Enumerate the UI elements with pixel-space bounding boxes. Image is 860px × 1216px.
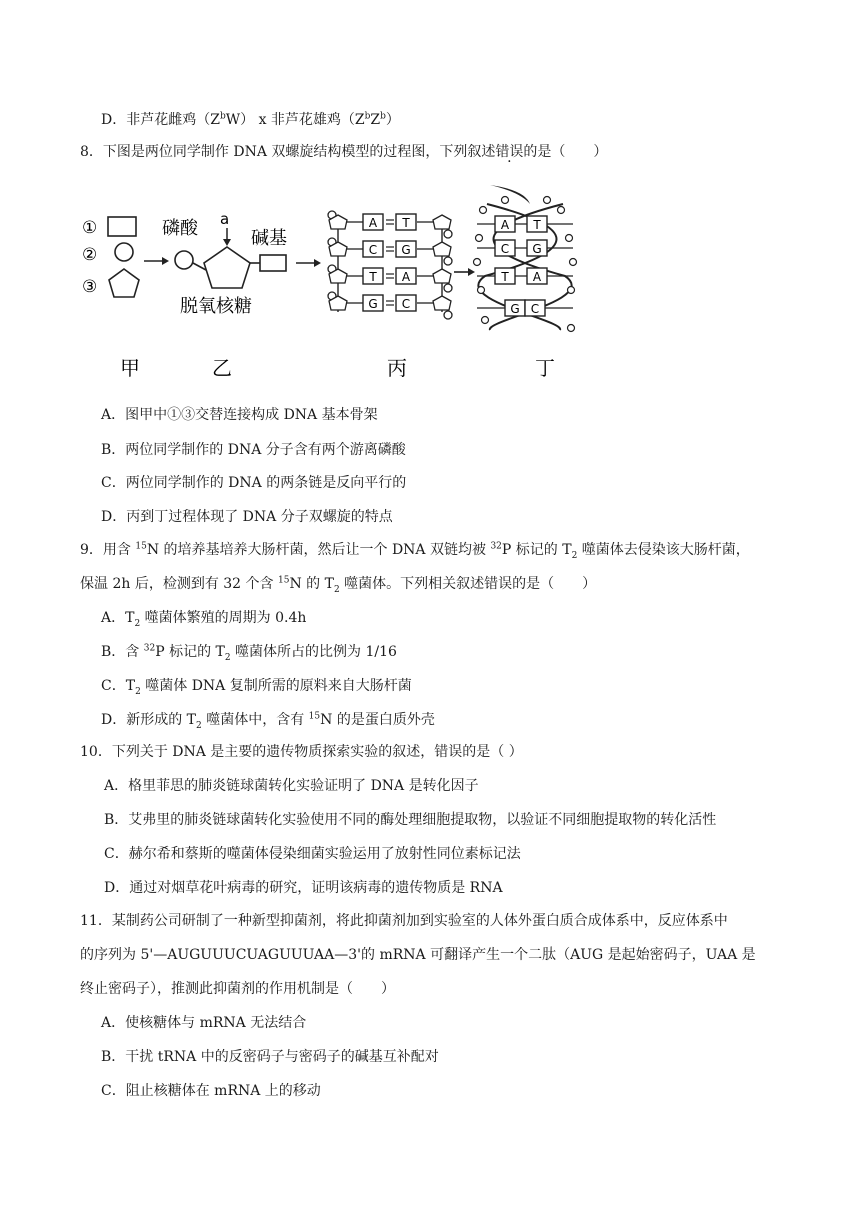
ladder-sugar-right-2 <box>433 269 451 283</box>
helix-base-right-2-letter: A <box>532 270 542 284</box>
helix-phosphate-6 <box>478 287 485 294</box>
ladder-phosphate-right-3 <box>444 311 452 319</box>
q10-option-d: D．通过对烟草花叶病毒的研究，证明该病毒的遗传物质是 RNA <box>104 880 503 896</box>
panel-yi: 乙 <box>212 356 232 380</box>
dna-helix-model <box>474 185 577 332</box>
phosphate-shape-circle <box>115 243 133 261</box>
ladder-sugar-right-1 <box>433 242 451 256</box>
ladder-base-left-0-letter: A <box>368 216 378 230</box>
helix-base-left-2-letter: T <box>501 270 509 284</box>
ladder-base-right-3-letter: C <box>401 297 411 311</box>
q11-option-c: C．阻止核糖体在 mRNA 上的移动 <box>101 1083 321 1099</box>
nucleotide-base <box>260 255 286 271</box>
ladder-base-right-1-letter: G <box>401 243 411 257</box>
helix-top-cap <box>490 185 530 204</box>
helix-phosphate-4 <box>474 259 481 266</box>
panel-ding: 丁 <box>535 356 555 380</box>
q9-option-d: D．新形成的 $T_2$ 噬菌体中，含有 $^{15}$N 的是蛋白质外壳 <box>101 711 435 731</box>
q11-option-a: A．使核糖体与 mRNA 无法结合 <box>101 1015 307 1031</box>
helix-phosphate-8 <box>482 317 489 324</box>
q9-option-a: A．$T_2$ 噬菌体繁殖的周期为 0.4h <box>101 610 307 629</box>
nucleotide-phosphate <box>175 251 193 269</box>
q8-option-a: A．图甲中①③交替连接构成 DNA 基本骨架 <box>101 407 378 423</box>
helix-base-left-3-letter: G <box>510 302 520 316</box>
helix-base-right-1-letter: G <box>532 242 542 256</box>
ladder-base-left-2-letter: T <box>369 270 377 284</box>
q10-stem: 10．下列关于 DNA 是主要的遗传物质探索实验的叙述，错误的是（ ） <box>80 744 523 760</box>
dna-ladder-model <box>328 211 452 319</box>
helix-base-left-1-letter: C <box>500 242 510 256</box>
q11-stem-line1: 11．某制药公司研制了一种新型抑菌剂，将此抑菌剂加到实验室的人体外蛋白质合成体系中，反应体系中 <box>80 913 728 929</box>
helix-phosphate-2 <box>566 235 573 242</box>
phosphate-shape-rect <box>108 217 136 236</box>
ladder-sugar-right-3 <box>433 296 451 310</box>
ladder-base-left-1-letter: C <box>368 243 378 257</box>
legend-3: ③ <box>82 277 98 297</box>
q10-option-c: C．赫尔希和蔡斯的噬菌体侵染细菌实验运用了放射性同位素标记法 <box>104 846 521 862</box>
base-label: 碱基 <box>251 228 287 249</box>
q10-option-b: B．艾弗里的肺炎链球菌转化实验使用不同的酶处理细胞提取物，以验证不同细胞提取物的转化活性 <box>104 812 717 828</box>
q11-stem-line3: 终止密码子），推测此抑菌剂的作用机制是（ ） <box>80 981 395 997</box>
q9-stem-line2: 保温 2h 后，检测到有 32 个含 $^{15}$N 的 $T_2$ 噬菌体。下列相关叙述错误的是（ ） <box>80 575 597 595</box>
q11-option-b: B．干扰 tRNA 中的反密码子与密码子的碱基互补配对 <box>101 1049 439 1065</box>
q9-stem-line1: 9．用含 $^{15}$N 的培养基培养大肠杆菌，然后让一个 DNA 双链均被 $^{32}$P 标记的 $T_2$ 噬菌体去侵染该大肠杆菌， <box>80 541 750 561</box>
q8-stem: 8．下图是两位同学制作 DNA 双螺旋结构模型的过程图，下列叙述错误的是（ ） <box>80 144 608 160</box>
nucleotide-sugar <box>204 247 250 288</box>
helix-phosphate-0 <box>480 207 487 214</box>
ladder-base-right-2-letter: A <box>401 270 411 284</box>
sugar-label: 脱氧核糖 <box>180 296 252 317</box>
panel-bing: 丙 <box>387 356 407 380</box>
helix-phosphate-10 <box>502 197 509 204</box>
helix-phosphate-9 <box>568 325 575 332</box>
q8-option-c: C．两位同学制作的 DNA 的两条链是反向平行的 <box>101 475 407 491</box>
ladder-base-right-0-letter: T <box>402 216 410 230</box>
legend-2: ② <box>82 245 98 265</box>
helix-base-left-0-letter: A <box>500 218 510 232</box>
sugar-shape-pentagon <box>109 269 139 297</box>
ladder-base-left-3-letter: G <box>368 297 378 311</box>
q10-option-a: A．格里菲思的肺炎链球菌转化实验证明了 DNA 是转化因子 <box>104 778 479 794</box>
helix-phosphate-7 <box>568 287 575 294</box>
q8-option-b: B．两位同学制作的 DNA 分子含有两个游离磷酸 <box>101 442 406 458</box>
legend-1: ① <box>82 218 98 238</box>
ladder-phosphate-right-1 <box>444 257 452 265</box>
helix-base-right-0-letter: T <box>533 218 541 232</box>
ladder-phosphate-right-0 <box>444 230 452 238</box>
helix-phosphate-1 <box>558 207 565 214</box>
panel-jia: 甲 <box>120 356 140 380</box>
q11-stem-line2: 的序列为 5'—AUGUUUCUAGUUUAA—3'的 mRNA 可翻译产生一个二肽（AUG 是起始密码子，UAA 是 <box>80 947 756 963</box>
helix-base-right-3-letter: C <box>530 302 540 316</box>
phosphate-label: 磷酸 <box>162 218 198 239</box>
helix-phosphate-11 <box>544 197 551 204</box>
q8-option-d: D．丙到丁过程体现了 DNA 分子双螺旋的特点 <box>101 509 393 525</box>
q9-option-c: C．$T_2$ 噬菌体 DNA 复制所需的原料来自大肠杆菌 <box>101 678 412 697</box>
a-label: a <box>220 210 230 228</box>
q7-option-d: D．非芦花雌鸡$(Z^bW)$ x 非芦花雄鸡$(Z^bZ^b)$ <box>101 111 400 128</box>
helix-phosphate-5 <box>570 259 577 266</box>
dna-model-figure <box>70 180 610 380</box>
q9-option-b: B．含 $^{32}$P 标记的 $T_2$ 噬菌体所占的比例为 1/16 <box>101 643 397 663</box>
ladder-phosphate-right-2 <box>444 284 452 292</box>
ladder-sugar-right-0 <box>433 215 451 229</box>
helix-phosphate-3 <box>476 235 483 242</box>
